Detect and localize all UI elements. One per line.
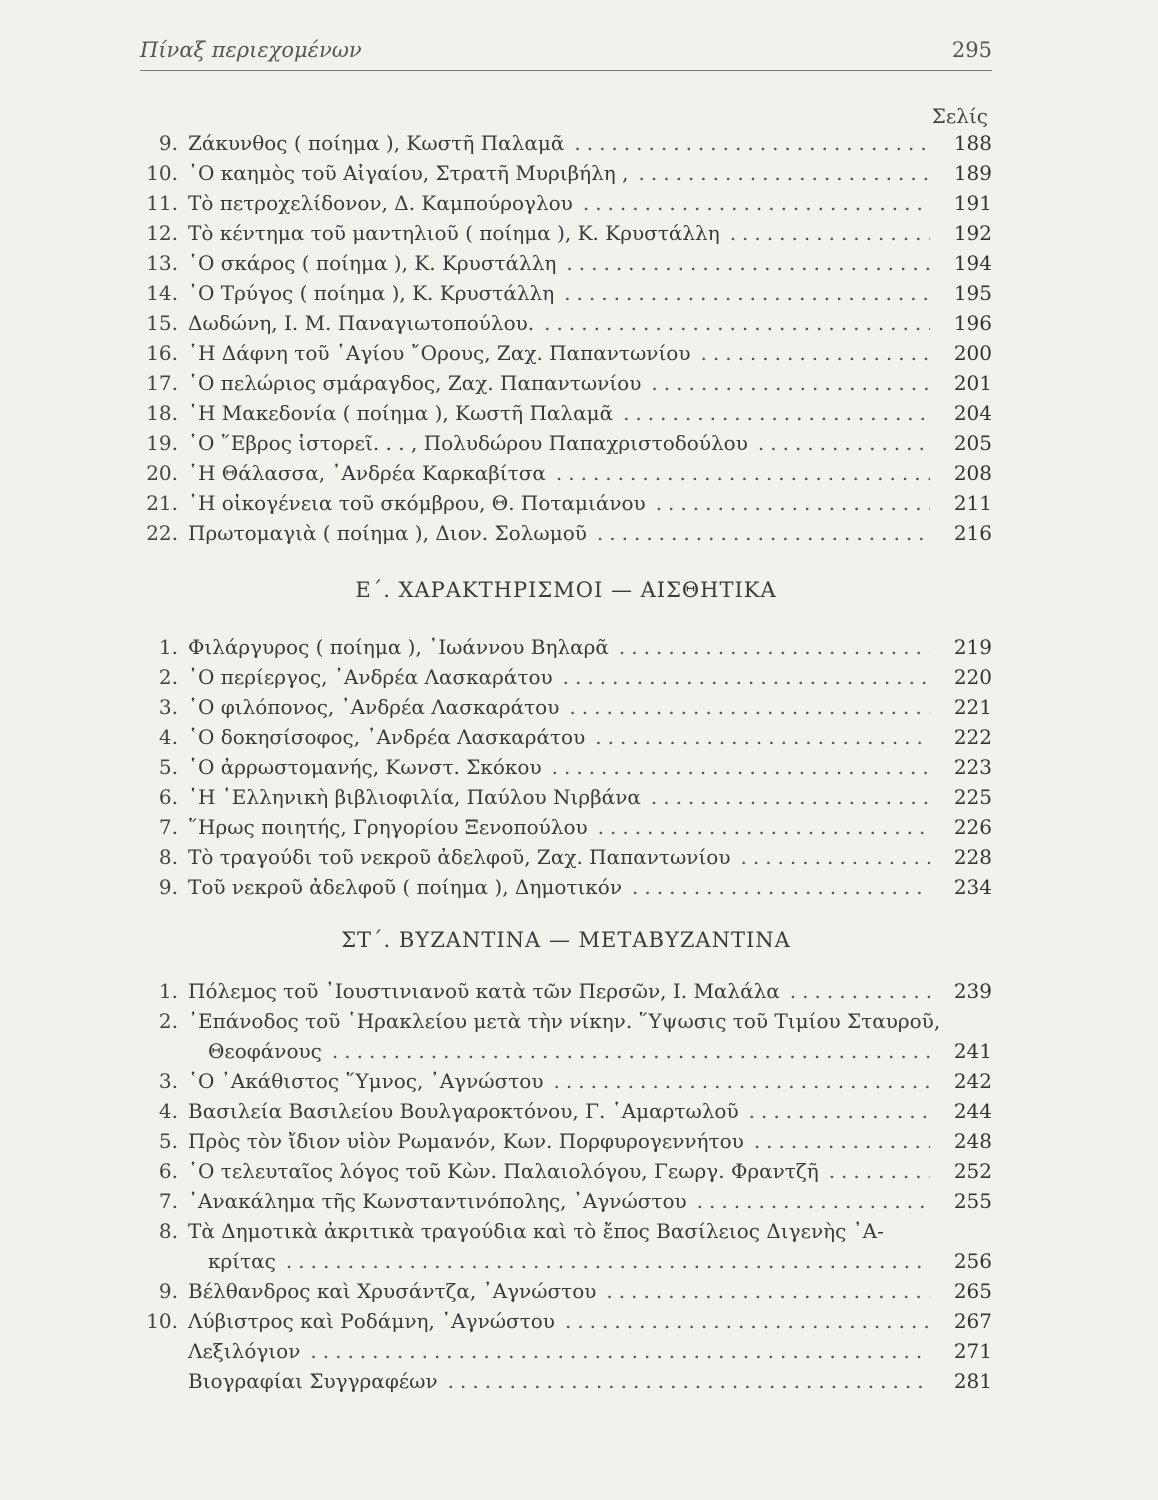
page-number: 295 [951, 38, 992, 62]
entry-number: 4. [158, 1099, 178, 1123]
leader-dots [597, 518, 930, 548]
leader-dots [554, 1066, 931, 1096]
toc-entry[interactable] [140, 1096, 992, 1126]
leader-dots [564, 278, 930, 308]
entry-title: ῾Ο περίεργος, ᾿Ανδρέα Λασκαράτου [188, 665, 553, 689]
leader-dots [544, 308, 930, 338]
toc-entry[interactable] [140, 976, 992, 1006]
toc-entry[interactable] [140, 1336, 992, 1366]
entry-title: ῾Ο σκάρος ( ποίημα ), Κ. Κρυστάλλη [188, 251, 557, 275]
toc-entry[interactable] [140, 1366, 992, 1396]
entry-number: 15. [146, 311, 178, 335]
leader-dots [701, 338, 931, 368]
entry-number: 12. [146, 221, 178, 245]
leader-dots [595, 722, 930, 752]
entry-page: 216 [953, 521, 992, 545]
toc-entry[interactable] [140, 458, 992, 488]
toc-entry[interactable] [140, 1126, 992, 1156]
entry-page: 196 [953, 311, 992, 335]
entry-title: Λεξιλόγιον [188, 1339, 301, 1363]
leader-dots [790, 976, 930, 1006]
entry-number: 20. [146, 461, 178, 485]
leader-dots [758, 428, 930, 458]
entry-number: 13. [146, 251, 178, 275]
leader-dots [697, 1186, 930, 1216]
toc-entry[interactable] [140, 248, 992, 278]
entry-number: 7. [158, 815, 178, 839]
toc-entry[interactable] [140, 278, 992, 308]
entry-number: 8. [158, 845, 178, 869]
entry-title: ῾Ο Τρύγος ( ποίημα ), Κ. Κρυστάλλη [188, 281, 555, 305]
entry-title: Βέλθανδρος καὶ Χρυσάντζα, ᾿Αγνώστου [188, 1279, 597, 1303]
entry-number: 18. [146, 401, 178, 425]
entry-page: 228 [953, 845, 992, 869]
entry-page: 226 [953, 815, 992, 839]
entry-page: 248 [953, 1129, 992, 1153]
leader-dots [332, 1036, 930, 1066]
entry-page: 239 [953, 979, 992, 1003]
entry-title: ῾Ο φιλόπονος, ᾿Ανδρέα Λασκαράτου [188, 695, 560, 719]
entry-page: 223 [953, 755, 992, 779]
leader-dots [574, 128, 930, 158]
entry-number: 2. [158, 665, 178, 689]
entry-title: Βασιλεία Βασιλείου Βουλγαροκτόνου, Γ. ῾Αμαρτωλοῦ [188, 1099, 739, 1123]
entry-title: ῾Ο ῞Εβρος ἱστορεῖ. . . , Πολυδώρου Παπαχριστοδούλου [188, 431, 748, 455]
entry-title: ῾Ο καημὸς τοῦ Αἰγαίου, Στρατῆ Μυριβήλη , [188, 161, 629, 185]
entry-number: 5. [158, 1129, 178, 1153]
toc-entry[interactable] [140, 218, 992, 248]
leader-dots [598, 812, 930, 842]
entry-title: ῾Η Δάφνη τοῦ ῾Αγίου ῎Ορους, Ζαχ. Παπαντωνίου [188, 341, 691, 365]
entry-number: 6. [158, 1159, 178, 1183]
entry-title: ῞Ηρως ποιητής, Γρηγορίου Ξενοπούλου [188, 815, 588, 839]
entry-title-continued: κρίτας [208, 1249, 276, 1273]
toc-entry[interactable] [140, 872, 992, 902]
entry-title: Τὰ Δημοτικὰ ἀκριτικὰ τραγούδια καὶ τὸ ἔπος Βασίλειος Διγενὴς ᾿Α- [188, 1219, 884, 1243]
entry-page: 201 [953, 371, 992, 395]
page-column-label: Σελίς [931, 104, 988, 128]
entry-page: 271 [953, 1339, 992, 1363]
entry-number: 9. [158, 1279, 178, 1303]
entry-title: Ζάκυνθος ( ποίημα ), Κωστῆ Παλαμᾶ [188, 131, 565, 155]
toc-entry[interactable] [140, 428, 992, 458]
entry-page: 221 [953, 695, 992, 719]
toc-entry[interactable] [140, 1276, 992, 1306]
toc-entry[interactable] [140, 812, 992, 842]
entry-title: Τοῦ νεκροῦ ἀδελφοῦ ( ποίημα ), Δημοτικόν [188, 875, 622, 899]
toc-entry[interactable] [140, 518, 992, 548]
entry-number: 17. [146, 371, 178, 395]
entry-title: Λύβιστρος καὶ Ροδάμνη, ᾿Αγνώστου [188, 1309, 555, 1333]
entry-title: ῾Η Μακεδονία ( ποίημα ), Κωστῆ Παλαμᾶ [188, 401, 614, 425]
leader-dots [829, 1156, 930, 1186]
entry-title: ῾Η ῾Ελληνικὴ βιβλιοφιλία, Παύλου Νιρβάνα [188, 785, 641, 809]
leader-dots [656, 488, 930, 518]
entry-title: ῾Ο τελευταῖος λόγος τοῦ Κὼν. Παλαιολόγου, Γεωργ. Φραντζῆ [188, 1159, 819, 1183]
entry-number: 4. [158, 725, 178, 749]
toc-entry[interactable] [140, 308, 992, 338]
leader-dots [310, 1336, 930, 1366]
entry-title: ῾Ο πελώριος σμάραγδος, Ζαχ. Παπαντωνίου [188, 371, 642, 395]
running-header [140, 38, 992, 68]
entry-title: Τὸ πετροχελίδονον, Δ. Καμπούρογλου [188, 191, 573, 215]
entry-number: 8. [158, 1219, 178, 1243]
leader-dots [565, 1306, 930, 1336]
toc-entry[interactable] [140, 662, 992, 692]
entry-number: 1. [158, 635, 178, 659]
leader-dots [556, 458, 930, 488]
toc-entry[interactable] [140, 488, 992, 518]
entry-page: 244 [953, 1099, 992, 1123]
leader-dots [583, 188, 930, 218]
entry-page: 200 [953, 341, 992, 365]
entry-number: 3. [158, 1069, 178, 1093]
entry-page: 195 [953, 281, 992, 305]
leader-dots [552, 752, 930, 782]
entry-page: 265 [953, 1279, 992, 1303]
entry-number: 11. [146, 191, 178, 215]
entry-page: 222 [953, 725, 992, 749]
entry-number: 19. [146, 431, 178, 455]
entry-number: 14. [146, 281, 178, 305]
entry-page: 205 [953, 431, 992, 455]
leader-dots [448, 1366, 930, 1396]
header-rule [140, 70, 992, 71]
toc-entry[interactable] [140, 632, 992, 662]
entry-page: 188 [953, 131, 992, 155]
leader-dots [632, 872, 930, 902]
toc-entry[interactable] [140, 128, 992, 158]
entry-page: 256 [953, 1249, 992, 1273]
entry-title: Τὸ τραγούδι τοῦ νεκροῦ ἀδελφοῦ, Ζαχ. Παπαντωνίου [188, 845, 731, 869]
leader-dots [754, 1126, 930, 1156]
toc-entry-continuation[interactable] [140, 1246, 992, 1276]
leader-dots [619, 632, 930, 662]
leader-dots [740, 842, 930, 872]
toc-entry[interactable] [140, 1006, 992, 1036]
entry-page: 241 [953, 1039, 992, 1063]
leader-dots [563, 662, 930, 692]
running-head-title: Πίναξ περιεχομένων [140, 38, 362, 62]
leader-dots [639, 158, 931, 188]
entry-title: Πρωτομαγιὰ ( ποίημα ), Διον. Σολωμοῦ [188, 521, 587, 545]
entry-title: ῾Ο ἀρρωστομανής, Κωνστ. Σκόκου [188, 755, 542, 779]
entry-number: 2. [158, 1009, 178, 1033]
entry-title: ᾿Ανακάλημα τῆς Κωνσταντινόπολης, ᾿Αγνώστου [188, 1189, 687, 1213]
entry-number: 1. [158, 979, 178, 1003]
leader-dots [606, 1276, 930, 1306]
entry-title: ῾Η οἰκογένεια τοῦ σκόμβρου, Θ. Ποταμιάνου [188, 491, 646, 515]
entry-page: 189 [953, 161, 992, 185]
toc-entry[interactable] [140, 782, 992, 812]
entry-number: 21. [146, 491, 178, 515]
toc-entry[interactable] [140, 722, 992, 752]
toc-entry[interactable] [140, 338, 992, 368]
toc-entry[interactable] [140, 158, 992, 188]
toc-entry[interactable] [140, 1066, 992, 1096]
entry-title: ᾿Επάνοδος τοῦ ῾Ηρακλείου μετὰ τὴν νίκην. ῞Υψωσις τοῦ Τιμίου Σταυροῦ, [188, 1009, 941, 1033]
entry-number: 9. [158, 875, 178, 899]
entry-page: 255 [953, 1189, 992, 1213]
toc-entry[interactable] [140, 188, 992, 218]
entry-title: ῾Ο ᾿Ακάθιστος ῞Υμνος, ᾿Αγνώστου [188, 1069, 544, 1093]
entry-page: 211 [953, 491, 992, 515]
toc-entry-continuation[interactable] [140, 1036, 992, 1066]
entry-title: ῾Ο δοκησίσοφος, ᾿Ανδρέα Λασκαράτου [188, 725, 586, 749]
leader-dots [749, 1096, 930, 1126]
toc-entry[interactable] [140, 1156, 992, 1186]
leader-dots [623, 398, 930, 428]
entry-number: 9. [158, 131, 178, 155]
toc-entry[interactable] [140, 1306, 992, 1336]
leader-dots [730, 218, 930, 248]
entry-page: 194 [953, 251, 992, 275]
toc-entry[interactable] [140, 692, 992, 722]
leader-dots [651, 782, 930, 812]
entry-title-continued: Θεοφάνους [208, 1039, 322, 1063]
toc-entry[interactable] [140, 368, 992, 398]
entry-number: 7. [158, 1189, 178, 1213]
entry-number: 10. [146, 161, 178, 185]
toc-entry[interactable] [140, 1186, 992, 1216]
entry-number: 16. [146, 341, 178, 365]
entry-page: 225 [953, 785, 992, 809]
entry-number: 6. [158, 785, 178, 809]
entry-title: Πρὸς τὸν ἴδιον υἱὸν Ρωμανόν, Κων. Πορφυρογεννήτου [188, 1129, 744, 1153]
entry-page: 281 [953, 1369, 992, 1393]
entry-title: Πόλεμος τοῦ ᾿Ιουστινιανοῦ κατὰ τῶν Περσῶν, Ι. Μαλάλα [188, 979, 780, 1003]
entry-title: Βιογραφίαι Συγγραφέων [188, 1369, 438, 1393]
entry-page: 208 [953, 461, 992, 485]
entry-number: 5. [158, 755, 178, 779]
toc-entry[interactable] [140, 752, 992, 782]
entry-number: 22. [146, 521, 178, 545]
entry-number: 3. [158, 695, 178, 719]
entry-title: Φιλάργυρος ( ποίημα ), ᾿Ιωάννου Βηλαρᾶ [188, 635, 609, 659]
entry-title: ῾Η Θάλασσα, ᾿Ανδρέα Καρκαβίτσα [188, 461, 546, 485]
toc-entry[interactable] [140, 842, 992, 872]
leader-dots [286, 1246, 930, 1276]
leader-dots [651, 368, 930, 398]
entry-page: 191 [953, 191, 992, 215]
section-heading: Ε΄. ΧΑΡΑΚΤΗΡΙΣΜΟΙ — ΑΙΣΘΗΤΙΚΑ [355, 578, 777, 602]
entry-page: 220 [953, 665, 992, 689]
entry-title: Τὸ κέντημα τοῦ μαντηλιοῦ ( ποίημα ), Κ. Κρυστάλλη [188, 221, 720, 245]
leader-dots [569, 692, 930, 722]
section-heading: ΣΤ΄. ΒΥΖΑΝΤΙΝΑ — ΜΕΤΑΒΥΖΑΝΤΙΝΑ [341, 928, 791, 952]
entry-page: 204 [953, 401, 992, 425]
entry-page: 267 [953, 1309, 992, 1333]
toc-entry[interactable] [140, 398, 992, 428]
entry-page: 242 [953, 1069, 992, 1093]
toc-entry[interactable] [140, 1216, 992, 1246]
entry-title: Δωδώνη, Ι. Μ. Παναγιωτοπούλου. [188, 311, 535, 335]
entry-page: 252 [953, 1159, 992, 1183]
entry-page: 192 [953, 221, 992, 245]
entry-page: 234 [953, 875, 992, 899]
entry-number: 10. [146, 1309, 178, 1333]
leader-dots [566, 248, 930, 278]
entry-page: 219 [953, 635, 992, 659]
